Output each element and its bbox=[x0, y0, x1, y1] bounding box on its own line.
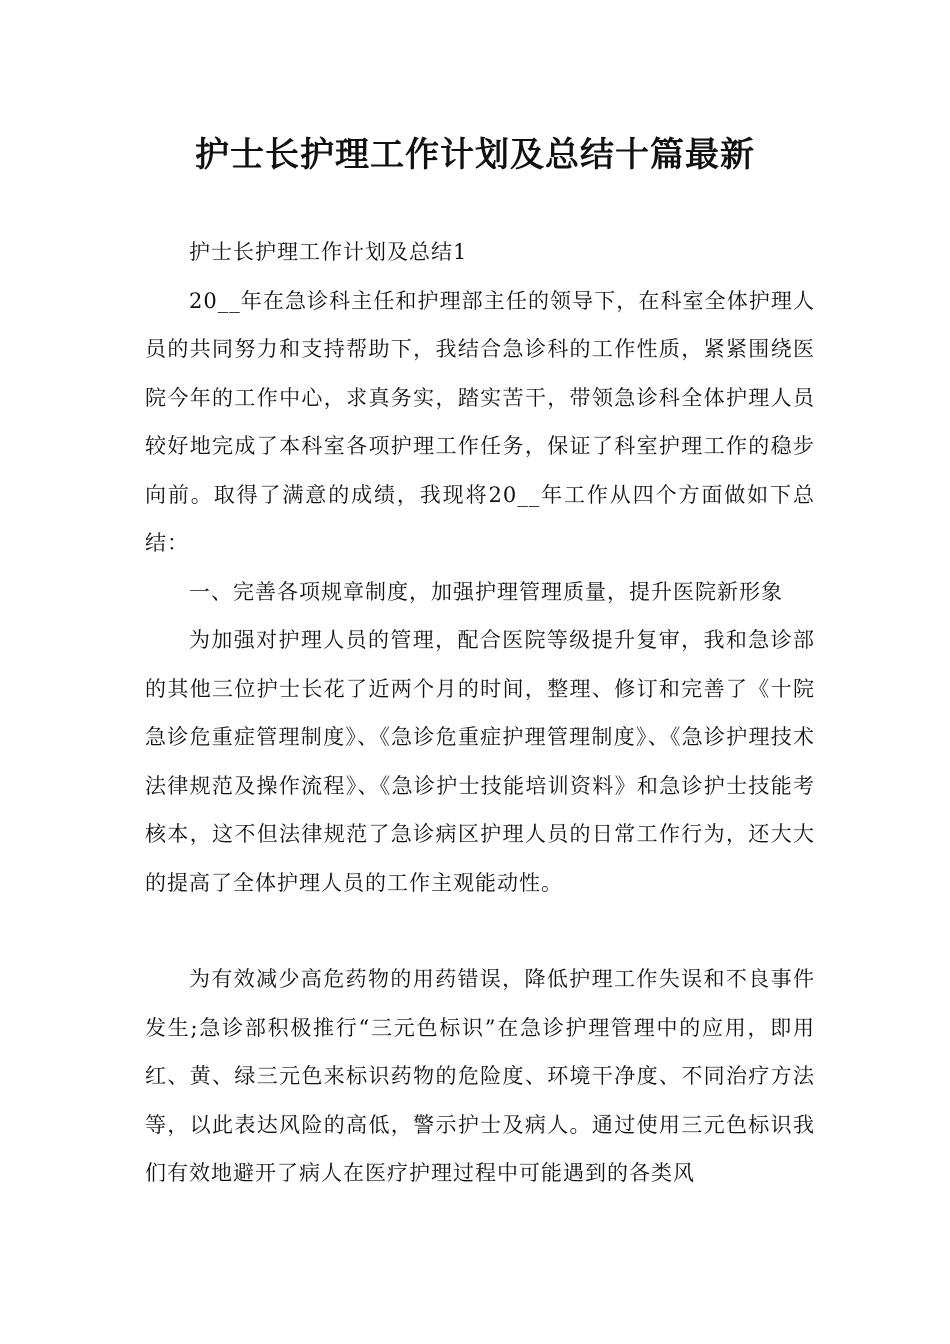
paragraph-management: 为加强对护理人员的管理，配合医院等级提升复审，我和急诊部的其他三位护士长花了近两个月的时间，整理、修订和完善了《十院急诊危重症管理制度》、《急诊危重症护理管理制度》、《急诊护理技术法律规范及操作流程》、《急诊护士技能培训资料》和急诊护士技能考核本，这不但法律规范了急诊病区护理人员的日常工作行为，还大大的提高了全体护理人员的工作主观能动性。 bbox=[145, 628, 815, 895]
paragraph-intro: 20__年在急诊科主任和护理部主任的领导下，在科室全体护理人员的共同努力和支持帮助下，我结合急诊科的工作性质，紧紧围绕医院今年的工作中心，求真务实，踏实苦干，带领急诊科全体护理人员较好地完成了本科室各项护理工作任务，保证了科室护理工作的稳步向前。取得了满意的成绩，我现将20__年工作从四个方面做如下总结： bbox=[145, 288, 815, 555]
document-body bbox=[145, 228, 815, 1198]
section-subheading: 一、完善各项规章制度，加强护理管理质量，提升医院新形象 bbox=[189, 579, 783, 604]
paragraph-color-labels: 为有效减少高危药物的用药错误，降低护理工作失误和不良事件发生;急诊部积极推行“三元色标识”在急诊护理管理中的应用，即用红、黄、绿三元色来标识药物的危险度、环境干净度、不同治疗方法等，以此表达风险的高低，警示护士及病人。通过使用三元色标识我们有效地避开了病人在医疗护理过程中可能遇到的各类风 bbox=[145, 967, 815, 1185]
document-title: 护士长护理工作计划及总结十篇最新 bbox=[195, 135, 755, 175]
section-heading: 护士长护理工作计划及总结1 bbox=[189, 240, 468, 264]
